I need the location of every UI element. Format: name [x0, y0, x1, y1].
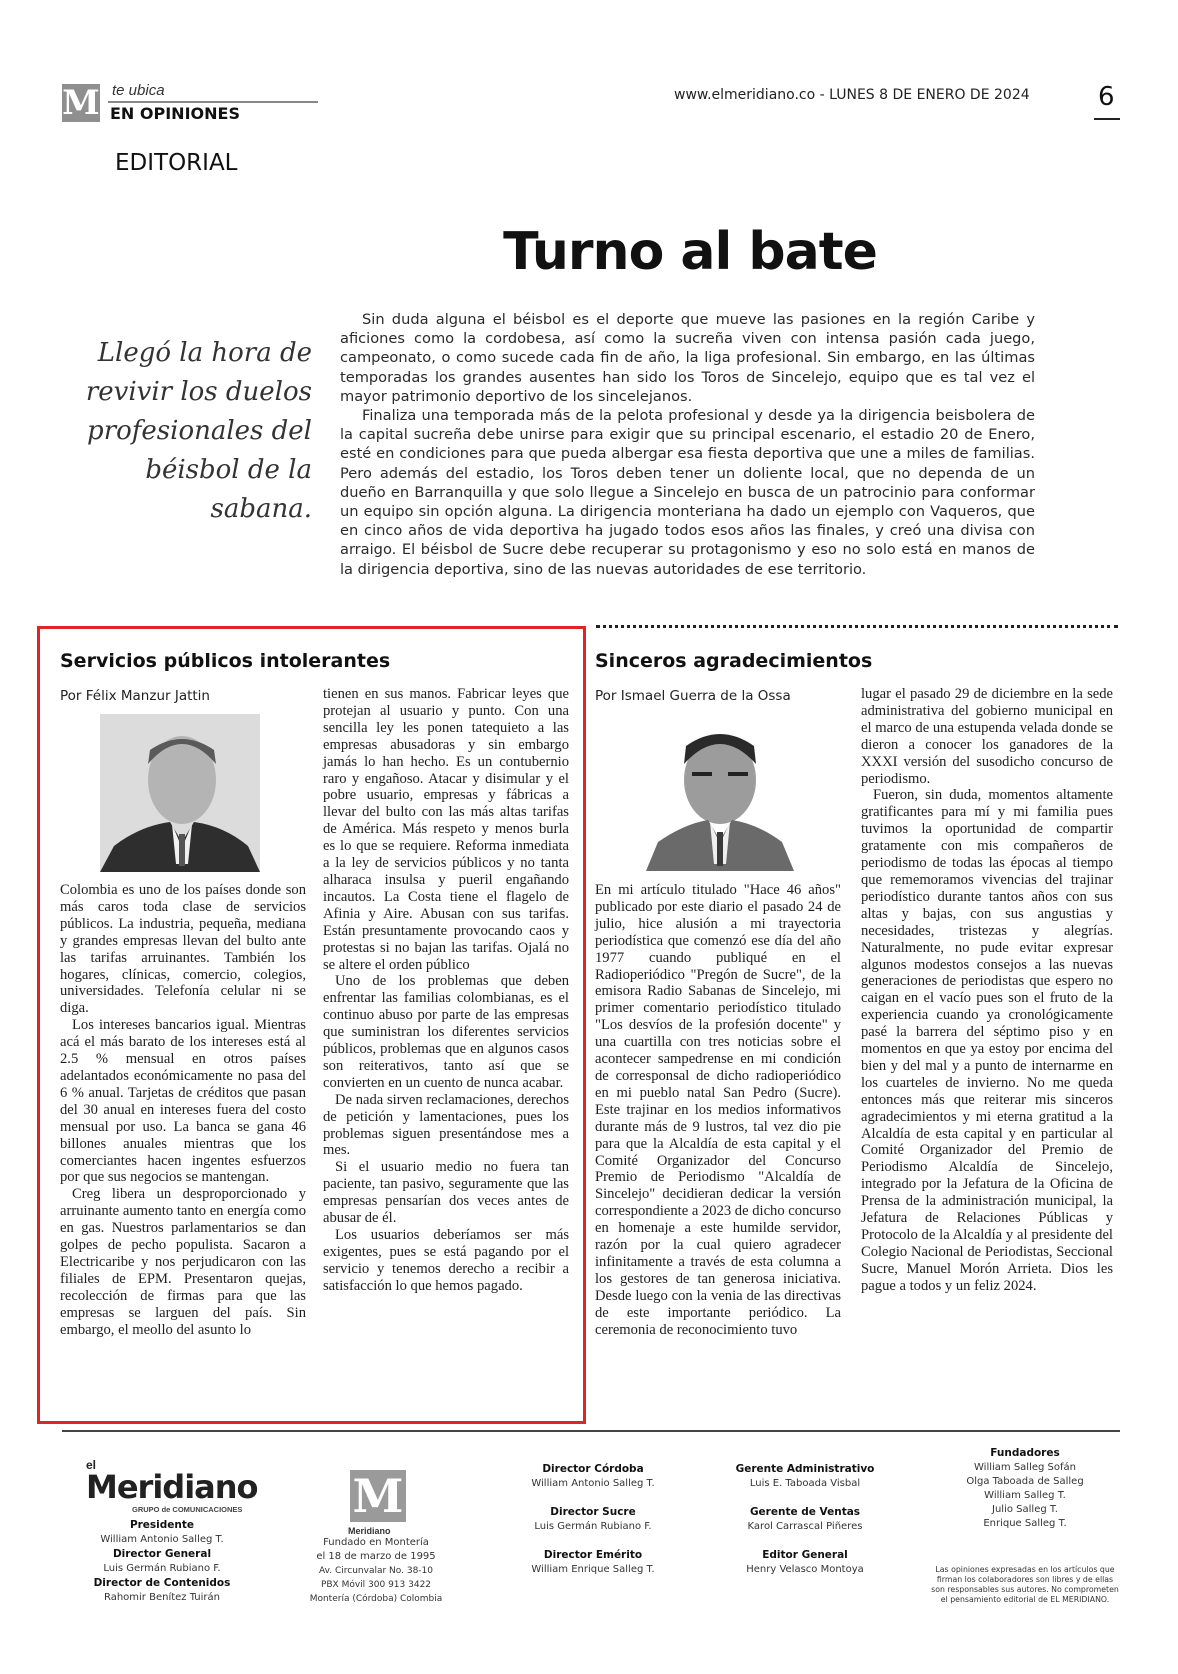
paragraph: Fueron, sin duda, momentos altamente gratificantes para mí y mi familia pues tuvimos la oportunidad de compartir gratamente con mis compañeros de periodismo de todas las épocas al tiempo que rememoramos vivencias del trajinar periodístico durante tantos años con sus altas y bajas, con sus angustias y necesidades, tristezas y alegrías. Naturalmente, no pude evitar expresar algunos modestos consejos a las nuevas generaciones de periodistas que espero no caigan en el vacío pues son el fruto de la experiencia cuando ya cronológicamente pasé la barrera del séptimo piso y en momentos en que ya estoy por encima del bien y del mal y a punto de internarme en los cuarteles de invierno. No me queda entonces más que reiterar mis sinceros agradecimientos y mi eterna gratitud a la Alcaldía de esta capital y en particular al Comité Organizador del Premio de Periodismo Alcaldía de Sincelejo, integrado por la Jefatura de la Oficina de Prensa de la administración municipal, la Jefatura de Relaciones Públicas y Protocolo de la Alcaldía y al presidente del Colegio Nacional de Periodistas, Seccional Sucre, Manuel Morón Arrieta. Dios les pague a todos y un feliz 2024.	[861, 787, 1113, 1294]
pull-quote-line: profesionales del	[87, 416, 312, 446]
article-left-col2	[323, 686, 569, 1295]
founder-name: Olga Taboada de Salleg	[966, 1476, 1084, 1487]
paragraph: Colombia es uno de los países donde son más caros toda clase de servicios públicos. La industria, pequeña, mediana y grandes empresas llevan del bulto ante las tarifas arruinantes. También los hogares, clínicas, comercio, colegios, universidades. Telefonía celular ni se diga.	[60, 882, 306, 1017]
footer-founding-info	[306, 1536, 446, 1606]
founder-name: Julio Salleg T.	[992, 1504, 1058, 1515]
paragraph: Uno de los problemas que deben enfrentar las familias colombianas, es el continuo abuso por parte de las empresas que suministran los diferentes servicios públicos, problemas que en algunos casos son reiterativos, tanto así que se convierten en un cuento de nunca acabar.	[323, 973, 569, 1091]
staff-role: Director Emérito	[543, 1549, 643, 1561]
footer-managers	[720, 1462, 890, 1577]
address-line: Montería (Córdoba) Colombia	[309, 1594, 443, 1604]
address-line: PBX Móvil 300 913 3422	[320, 1580, 432, 1590]
editorial-title: Turno al bate	[503, 222, 877, 282]
author-photo-right	[640, 716, 800, 871]
staff-name: William Antonio Salleg T.	[100, 1534, 224, 1545]
meridiano-logo: M	[62, 83, 100, 123]
footer-m-logo: M	[350, 1470, 406, 1522]
article-title-left: Servicios públicos intolerantes	[60, 650, 391, 672]
article-title-right: Sinceros agradecimientos	[595, 650, 873, 672]
footer-logo: Meridiano	[86, 1468, 258, 1506]
staff-role: Gerente Administrativo	[735, 1463, 875, 1475]
staff-role: Editor General	[762, 1549, 848, 1561]
staff-role: Fundadores	[990, 1447, 1060, 1459]
footer-founders	[945, 1446, 1105, 1531]
section-tagline: te ubica	[112, 82, 165, 99]
founding-line: el 18 de marzo de 1995	[316, 1551, 436, 1562]
article-right-col1	[595, 882, 841, 1338]
author-photo-left	[100, 714, 260, 872]
editorial-paragraph: Sin duda alguna el béisbol es el deporte que mueve las pasiones en la región Caribe y aficiones como la cordobesa, así como la sucreña viven con intensa pasión cada juego, campeonato, o como sucede cada fin de año, la liga profesional. Sin embargo, en las últimas temporadas los grandes ausentes han sido los Toros de Sincelejo, equipo que es tal vez el mayor patrimonio deportivo de los sincelejanos.	[340, 311, 1035, 405]
staff-name: Karol Carrascal Piñeres	[747, 1521, 863, 1532]
footer-directors	[508, 1462, 678, 1577]
staff-name: Luis Germán Rubiano F.	[103, 1563, 221, 1574]
paragraph: Si el usuario medio no fuera tan paciente, tan pasivo, seguramente que las empresas pensarían dos veces antes de abusar de él.	[323, 1159, 569, 1227]
staff-name: Rahomir Benítez Tuirán	[103, 1592, 221, 1603]
paragraph: Creg libera un desproporcionado y arruinante aumento tanto en energía como en gas. Nuestros parlamentarios se dan golpes de pecho populista. Sacaron a Electricaribe y nos perjudicaron con las filiales de EPM. Presentaron quejas, recolección de firmas para que las empresas se larguen del país. Sin embargo, el meollo del asunto lo	[60, 1186, 306, 1338]
footer-rule	[62, 1430, 1120, 1432]
pull-quote-line: revivir los duelos	[85, 377, 312, 407]
staff-name: William Enrique Salleg T.	[531, 1564, 655, 1575]
header-rule	[108, 101, 318, 103]
founder-name: Enrique Salleg T.	[983, 1518, 1067, 1529]
editorial-body	[340, 310, 1035, 579]
article-left-col1	[60, 882, 306, 1338]
dotted-divider	[596, 625, 1118, 631]
paragraph: lugar el pasado 29 de diciembre en la sede administrativa del gobierno municipal en el marco de una estupenda velada donde se dieron a conocer los ganadores de la XXXI versión del susodicho concurso de periodismo.	[861, 686, 1113, 787]
staff-role: Director de Contenidos	[93, 1577, 231, 1589]
staff-name: Luis E. Taboada Visbal	[749, 1478, 861, 1489]
founder-name: William Salleg T.	[984, 1490, 1066, 1501]
pull-quote-line: Llegó la hora de	[97, 338, 312, 368]
pull-quote-line: béisbol de la sabana.	[145, 455, 312, 524]
editorial-pull-quote	[70, 334, 312, 529]
editorial-paragraph: Finaliza una temporada más de la pelota profesional y desde ya la dirigencia beisbolera de la capital sucreña debe unirse para exigir que su principal escenario, el estadio 20 de Enero, esté en condiciones para que pueda albergar esa fiesta deportiva que une a miles de familias. Pero además del estadio, los Toros deben tener un doliente local, que no dependa de un dueño en Barranquilla y que solo llegue a Sincelejo en busca de un patrocinio para conformar un equipo sin opción alguna. La dirigencia monteriana ha dado un ejemplo con Vaqueros, que en cinco años de vida deportiva ha jugado todos esos años las finales, y creó una divisa con arraigo. El béisbol de Sucre debe recuperar su protagonismo y eso no solo está en manos de la dirigencia deportiva, sino de las nuevas autoridades de ese territorio.	[340, 407, 1035, 578]
staff-name: Luis Germán Rubiano F.	[534, 1521, 652, 1532]
page-number-rule	[1094, 118, 1120, 120]
paragraph: Los intereses bancarios igual. Mientras acá el más barato de los intereses está al 2.5 % mensual en otros países adelantados económicamente no pasa del 6 % anual. Tarjetas de créditos que pasan del 30 anual en intereses fuera del costo mensual por uso. La banca se gana 46 billones anuales mientras que los comerciantes hacen ingentes esfuerzos por que sus negocios se mantengan.	[60, 1017, 306, 1186]
byline-left: Por Félix Manzur Jattin	[60, 688, 210, 704]
staff-role: Director Córdoba	[542, 1463, 644, 1475]
date-line: www.elmeridiano.co - LUNES 8 DE ENERO DE 2024	[674, 87, 1030, 103]
section-name: EN OPINIONES	[110, 104, 240, 123]
founding-line: Fundado en Montería	[323, 1537, 429, 1548]
staff-role: Director Sucre	[550, 1506, 636, 1518]
founder-name: William Salleg Sofán	[974, 1462, 1076, 1473]
footer-m-logo-subtitle: Meridiano	[348, 1526, 391, 1536]
staff-role: Gerente de Ventas	[749, 1506, 861, 1518]
footer-staff-left	[88, 1518, 236, 1605]
footer-disclaimer: Las opiniones expresadas en los artículos que firman los colaboradores son libres y de ellas son responsables sus autores. No comprometen el pensamiento editorial de EL MERIDIANO.	[931, 1565, 1119, 1604]
staff-name: William Antonio Salleg T.	[531, 1478, 655, 1489]
paragraph: Los usuarios deberíamos ser más exigentes, pues se está pagando por el servicio y tenemos derecho a recibir a satisfacción lo que hemos pagado.	[323, 1227, 569, 1294]
byline-right: Por Ismael Guerra de la Ossa	[595, 688, 791, 704]
paragraph: De nada sirven reclamaciones, derechos de petición y lamentaciones, pues los problemas siguen presentándose mes a mes.	[323, 1091, 569, 1159]
editorial-label: EDITORIAL	[115, 150, 238, 176]
footer-logo-subtitle: GRUPO de COMUNICACIONES	[132, 1505, 243, 1514]
address-line: Av. Circunvalar No. 38-10	[319, 1566, 433, 1576]
paragraph: tienen en sus manos. Fabricar leyes que protejan al usuario y punto. Con una sencilla ley les ponen tatequieto a las empresas abusadoras y sin embargo jamás lo han hecho. Es un contubernio raro y engañoso. Atacar y disimular y el pobre usuario, empresas y fábricas a llevar del bulto con las más altas tarifas de América. Más respeto y menos burla es lo que se requiere. Reforma inmediata a la ley de servicios públicos y no tanta alharaca insulsa y pueril engañando incautos. La Costa tiene el flagelo de Afinia y Aire. Abusan con sus tarifas. Están presuntamente provocando caos y protestas si no bajan las tarifas. Ojalá no se altere el orden público	[323, 686, 569, 973]
staff-role: Director General	[112, 1548, 212, 1560]
staff-role: Presidente	[129, 1519, 195, 1531]
staff-name: Henry Velasco Montoya	[746, 1564, 864, 1575]
paragraph: En mi artículo titulado "Hace 46 años" publicado por este diario el pasado 24 de julio, hice alusión a mi trayectoria periodística que comenzó ese día del año 1977 cuando publiqué en el Radioperiódico "Pregón de Sucre", de la emisora Radio Sabanas de Sincelejo, mi primer comentario periodístico titulado "Los desvíos de la profesión docente" y una cuartilla con tres noticias sobre el acontecer sampedrense en mi condición de corresponsal de dicho radioperiódico en mi pueblo natal San Pedro (Sucre). Este trajinar en los medios informativos durante más de 9 lustros, tal vez dio pie para que la Alcaldía de esta capital y el Comité Organizador del Concurso Premio de Periodismo "Alcaldía de Sincelejo" decidieran dedicar la versión correspondiente a 2023 de dicho concurso en homenaje a este humilde servidor, razón por la cual quiero agradecer infinitamente a través de esta columna a los gestores de tan generosa iniciativa. Desde luego con la venia de las directivas de este importante periódico. La ceremonia de reconocimiento tuvo	[595, 882, 841, 1338]
article-right-col2	[861, 686, 1113, 1295]
footer-logo-el: el	[86, 1458, 97, 1472]
page-number: 6	[1098, 82, 1115, 112]
